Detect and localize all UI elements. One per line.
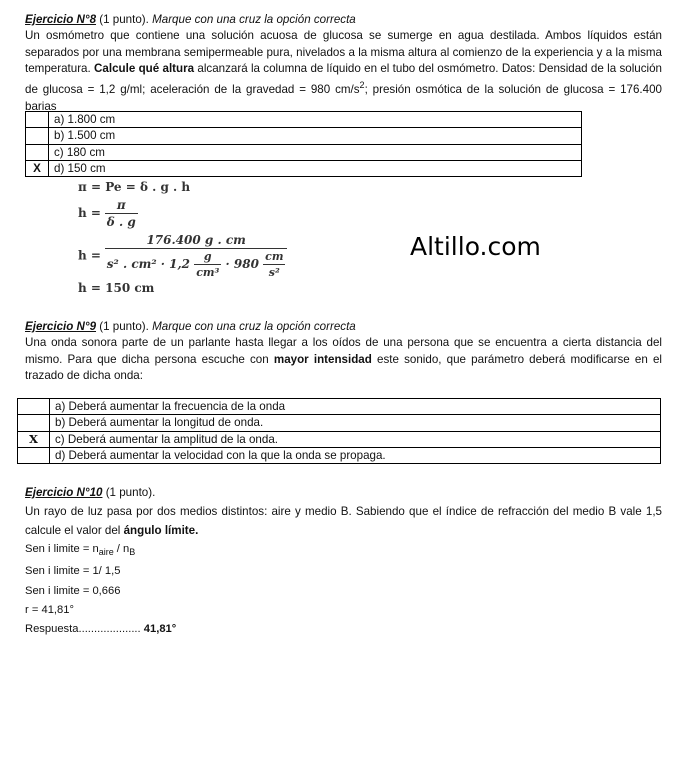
ex8-option-row <box>26 128 582 144</box>
option-text: a) 1.800 cm <box>49 112 582 128</box>
ex9-option-row <box>18 399 661 415</box>
formula-line-2: h = $\frac{\pi}{\delta . g}$ <box>78 198 136 229</box>
option-text: c) 180 cm <box>49 144 582 160</box>
solution-line-1: Sen i limite = $n_{aire} / n_B$ <box>25 543 136 558</box>
solution-line-2: Sen i limite = 1/ 1,5 <box>25 565 121 578</box>
option-text: c) Deberá aumentar la amplitud de la onda. <box>50 431 661 447</box>
exercise-8-body: Un osmómetro que contiene una solución acuosa de glucosa se sumerge en agua destilada. Ambos líquidos están separados por una membrana semipermeable pura, nivelados a la misma altura al comienzo de la experiencia y a la misma temperatura. Calcule qué altura alcanzará la columna de líquido en el tubo del osmómetro. Datos: Densidad de la solución de glucosa = 1,2 g/ml; aceleración de la gravedad = 980 $cm/s^2$; presión osmótica de la solución de glucosa = 176.400 barias <box>25 29 662 113</box>
ex9-option-row <box>18 431 661 447</box>
option-text: d) 150 cm <box>49 160 582 176</box>
option-text: a) Deberá aumentar la frecuencia de la onda <box>50 399 661 415</box>
exercise-9-options-table <box>17 398 661 464</box>
formula-line-3: h = 176.400 g . cm s² . cm² · 1,2 $\frac{g}{\text{cm³}}$ · 980 $\frac{cm}{\text{s²}}$ <box>78 233 287 279</box>
answer-mark-cell[interactable]: X <box>18 431 50 447</box>
solution-line-4: r = 41,81° <box>25 603 74 616</box>
ex8-option-row <box>26 144 582 160</box>
answer-line: Respuesta.................... 41,81° <box>25 623 177 636</box>
exercise-9-text <box>25 319 662 385</box>
answer-mark-cell[interactable] <box>18 415 50 431</box>
formula-block <box>78 180 287 295</box>
ex8-option-row <box>26 112 582 128</box>
exercise-8-options-table <box>25 111 582 177</box>
answer-mark-cell[interactable] <box>18 399 50 415</box>
exercise-8-text <box>25 12 662 115</box>
answer-mark-cell[interactable]: X <box>26 160 49 176</box>
answer-mark-cell[interactable] <box>18 447 50 463</box>
ex9-option-row <box>18 447 661 463</box>
exercise-9-heading: Ejercicio N°9 (1 punto). Marque con una cruz la opción correcta <box>25 320 356 333</box>
formula-result: h = 150 cm <box>78 281 155 295</box>
exercise-8-heading: Ejercicio N°8 (1 punto). Marque con una cruz la opción correcta <box>25 13 356 26</box>
answer-mark-cell[interactable] <box>26 128 49 144</box>
ex9-option-row <box>18 415 661 431</box>
ex8-option-row <box>26 160 582 176</box>
option-text: d) Deberá aumentar la velocidad con la que la onda se propaga. <box>50 447 661 463</box>
exercise-10-solution <box>25 540 176 639</box>
answer-mark-cell[interactable] <box>26 112 49 128</box>
formula-line-1: π = Pe = δ . g . h <box>78 180 191 194</box>
option-text: b) 1.500 cm <box>49 128 582 144</box>
exercise-10-body: Un rayo de luz pasa por dos medios distintos: aire y medio B. Sabiendo que el índice de refracción del medio B vale 1,5 calcule el valor del ángulo límite. <box>25 505 662 537</box>
watermark-logo: Altillo.com <box>410 232 541 261</box>
answer-mark-cell[interactable] <box>26 144 49 160</box>
exercise-10-heading: Ejercicio N°10 (1 punto). <box>25 486 156 499</box>
solution-line-3: Sen i limite = 0,666 <box>25 584 121 597</box>
exercise-9-body: Una onda sonora parte de un parlante hasta llegar a los oídos de una persona que se encuentra a cierta distancia del mismo. Para que dicha persona escuche con mayor intensidad este sonido, que parámetro deberá modificarse en el trazado de dicha onda: <box>25 336 662 383</box>
option-text: b) Deberá aumentar la longitud de onda. <box>50 415 661 431</box>
